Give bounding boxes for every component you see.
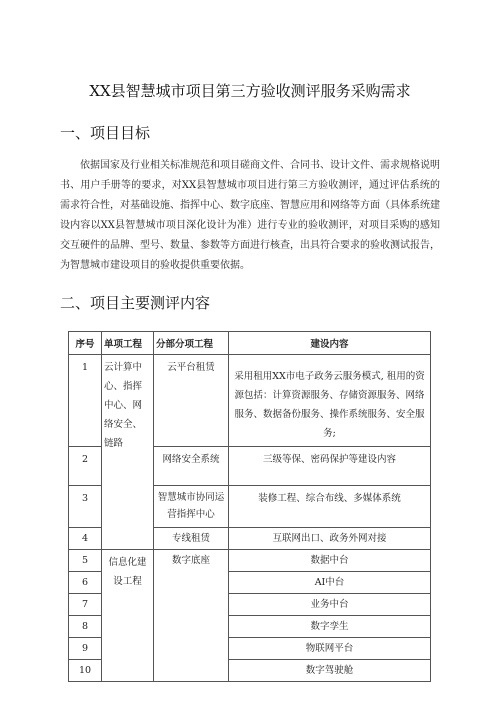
row-no: 7 [69,594,102,616]
row-no: 10 [69,660,102,682]
group-cell-it-construction: 信息化建设工程 [102,550,154,682]
table-header-row [69,332,431,355]
row-no: 9 [69,638,102,660]
document-title: XX县智慧城市项目第三方验收测评服务采购需求 [89,82,411,100]
table-row [69,550,431,572]
row-no: 1 [69,355,102,447]
content-cell: 互联网出口、政务外网对接 [229,528,431,550]
section-body-project-goal: 依据国家及行业相关标准规范和项目磋商文件、合同书、设计文件、需求规格说明书、用户手册等的要求，对XX县智慧城市项目进行第三方验收测评，通过评估系统的需求符合性，对基础设施、指挥中心、数字底座、智慧应用和网络等方面（具体系统建设内容以XX县智慧城市项目深化设计为准）进行专业的验收测评，对项目采购的感知交互硬件的品牌、型号、数量、参数等方面进行核查，出具符合要求的验收测试报告，为智慧城市建设项目的验收提供重要依据。 [60,160,440,271]
sub-cell-digital-base: 数字底座 [154,550,229,682]
header-no: 序号 [69,332,102,355]
content-cell: 三级等保、密码保护等建设内容 [229,447,431,486]
content-cell: 数字驾驶舱 [229,660,431,682]
header-project: 单项工程 [102,332,154,355]
content-cell: 采用租用XX市电子政务云服务模式, 租用的资源包括：计算资源服务、存储资源服务、网络服务、数据备份服务、操作系统服务、安全服务; [229,355,431,447]
evaluation-content-table [68,331,431,682]
row-no: 6 [69,572,102,594]
sub-cell-command-center: 智慧城市协同运营指挥中心 [154,486,229,528]
content-cell: 物联网平台 [229,638,431,660]
header-content: 建设内容 [229,332,431,355]
content-cell: 数据中台 [229,550,431,572]
row-no: 5 [69,550,102,572]
sub-cell-line: 专线租赁 [154,528,229,550]
group-cell-infrastructure: 云计算中心、指挥中心、网络安全、链路 [102,355,154,550]
table-row [69,355,431,447]
sub-cell-cloud: 云平台租赁 [154,355,229,447]
row-no: 8 [69,616,102,638]
content-cell: 装修工程、综合布线、多媒体系统 [229,486,431,528]
row-no: 3 [69,486,102,528]
row-no: 2 [69,447,102,486]
content-cell: 数字孪生 [229,616,431,638]
content-cell: 业务中台 [229,594,431,616]
header-sub-project: 分部分项工程 [154,332,229,355]
sub-cell-security: 网络安全系统 [154,447,229,486]
section-heading-evaluation-content: 二、项目主要测评内容 [60,294,211,312]
section-heading-project-goal: 一、项目目标 [60,124,151,142]
content-cell: AI中台 [229,572,431,594]
row-no: 4 [69,528,102,550]
